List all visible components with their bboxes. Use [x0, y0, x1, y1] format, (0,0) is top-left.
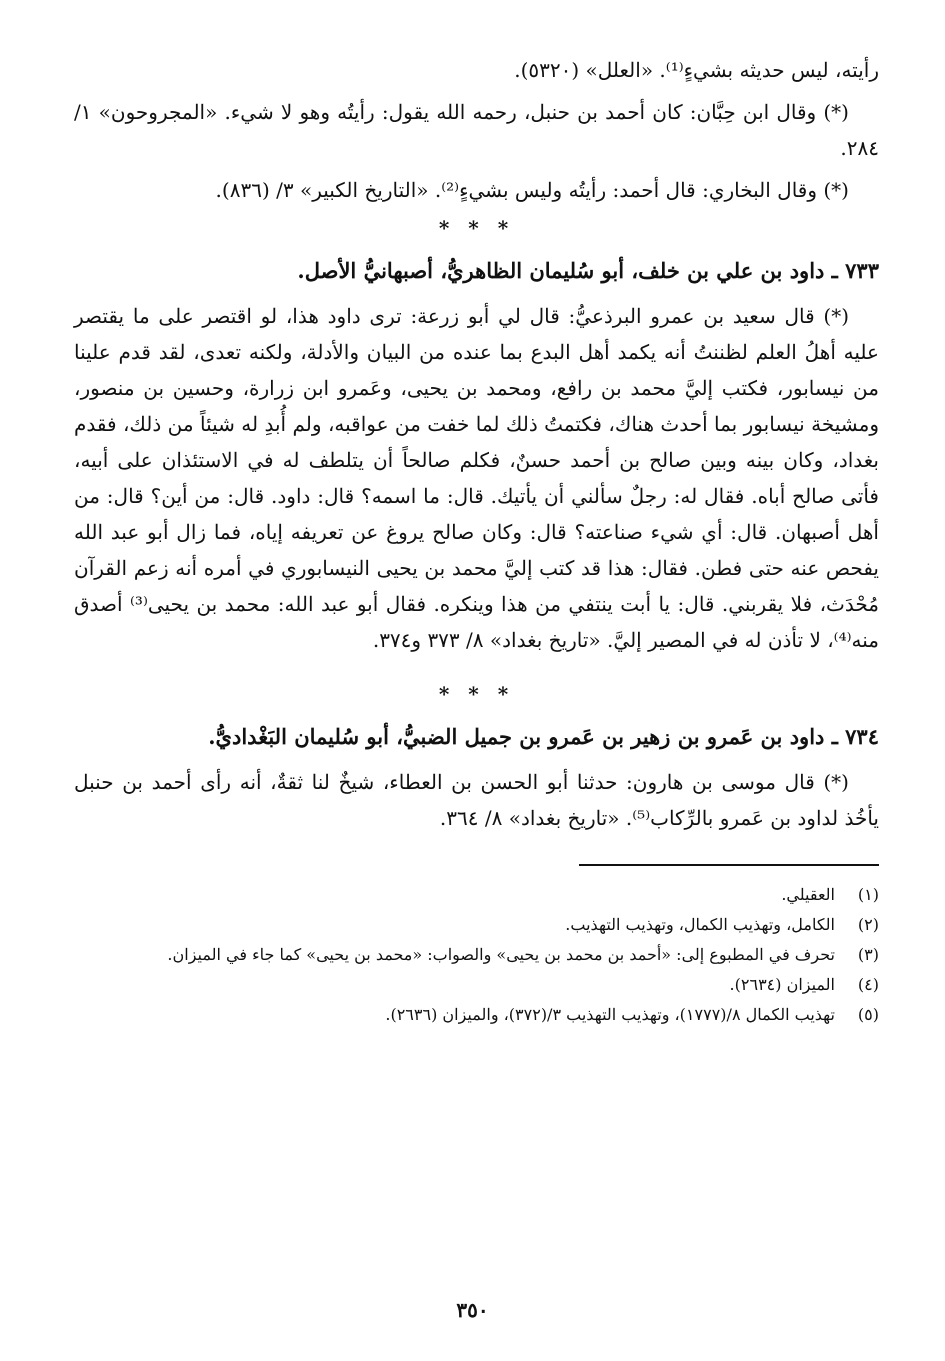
footnote-text: العقيلي.: [781, 885, 835, 904]
section-separator: * * *: [438, 682, 515, 706]
footnote-item: [74, 1000, 879, 1030]
footnote-text: تهذيب الكمال ٨/(١٧٧٧)، وتهذيب التهذيب ٣/(٣٧٢)، والميزان (٢٦٣٦).: [385, 1005, 835, 1024]
entry-734-body: (*) قال موسى بن هارون: حدثنا أبو الحسن بن العطاء، شيخٌ لنا ثقةٌ، أنه رأى أحمد بن حنبل يأخُذ لداود بن عَمرو بالرِّكاب⁽⁵⁾. «تاريخ بغداد» ٨/ ٣٦٤.: [74, 770, 879, 830]
footnote-item: [74, 910, 879, 940]
footnote-item: [74, 940, 879, 970]
page-number: ٣٥٠: [456, 1298, 489, 1322]
entry-733-body: (*) قال سعيد بن عمرو البرذعيُّ: قال لي أبو زرعة: ترى داود هذا، لو اقتصر على ما يقتصر عليه أهلُ العلم لظننتُ أنه يكمد أهل البدع بما عنده من البيان والأدلة، ولكنه تعدى، لقد قدم علينا من نيسابور، فكتب إليَّ محمد بن رافع، ومحمد بن يحيى، وعَمرو ابن زرارة، وحسين بن منصور، ومشيخة نيسابور بما أحدث هناك، فكتمتُ ذلك لما خفت من عواقبه، ولم أُبدِ له شيئاً من ذلك، فقدم بغداد، وكان بينه وبين صالح بن أحمد حسنٌ، فكلم صالحاً أن يتلطف له في الاستئذان على أبيه، فأتى صالح أباه. فقال له: رجلٌ سألني أن يأتيك. قال: ما اسمه؟ قال: داود. قال: من أين؟ قال: من أهل أصبهان. قال: أي شيء صناعته؟ قال: وكان صالح يروغ عن تعريفه إياه، فما زال أبو عبد الله يفحص عنه حتى فطن. فقال: هذا قد كتب إليَّ محمد بن يحيى النيسابوري في أمره أنه زعم القرآن مُحْدَث، فلا يقربني. قال: يا أبت ينتفي من هذا وينكره. فقال أبو عبد الله: محمد بن يحيى⁽³⁾ أصدق منه⁽⁴⁾، لا تأذن له في المصير إليَّ. «تاريخ بغداد» ٨/ ٣٧٣ و٣٧٤.: [74, 304, 880, 652]
footnote-text: الكامل، وتهذيب الكمال، وتهذيب التهذيب.: [565, 915, 835, 934]
section-separator: * * *: [438, 216, 515, 240]
footnote-item: [74, 880, 879, 910]
quote-bukhari: (*) وقال البخاري: قال أحمد: رأيتُه وليس بشيءٍ⁽²⁾. «التاريخ الكبير» ٣/ (٨٣٦).: [215, 178, 849, 202]
footnote-item: [74, 970, 879, 1000]
footnotes: [74, 880, 879, 1030]
footnote-divider: [579, 864, 879, 866]
footnote-text: الميزان (٢٦٣٤).: [729, 975, 835, 994]
footnote-number: (٣): [857, 945, 879, 964]
entry-734-heading: ٧٣٤ ـ داود بن عَمرو بن زهير بن عَمرو بن جميل الضبيُّ، أبو سُليمان البَغْداديُّ.: [208, 724, 879, 749]
footnote-number: (١): [857, 885, 879, 904]
intro-line: رأيته، ليس حديثه بشيءٍ⁽¹⁾. «العلل» (٥٣٢٠).: [514, 58, 879, 82]
footnote-number: (٤): [857, 975, 879, 994]
entry-733-heading: ٧٣٣ ـ داود بن علي بن خلف، أبو سُليمان الظاهريُّ، أصبهانيُّ الأصل.: [297, 258, 879, 283]
footnote-number: (٢): [857, 915, 879, 934]
footnote-number: (٥): [857, 1005, 879, 1024]
quote-ibn-hibban: (*) وقال ابن حِبَّان: كان أحمد بن حنبل، رحمه الله يقول: رأيتُه وهو لا شيء. «المجروحون» ١/ ٢٨٤.: [74, 100, 879, 160]
footnote-text: تحرف في المطبوع إلى: «أحمد بن محمد بن يحيى» والصواب: «محمد بن يحيى» كما جاء في الميزان.: [167, 945, 835, 964]
